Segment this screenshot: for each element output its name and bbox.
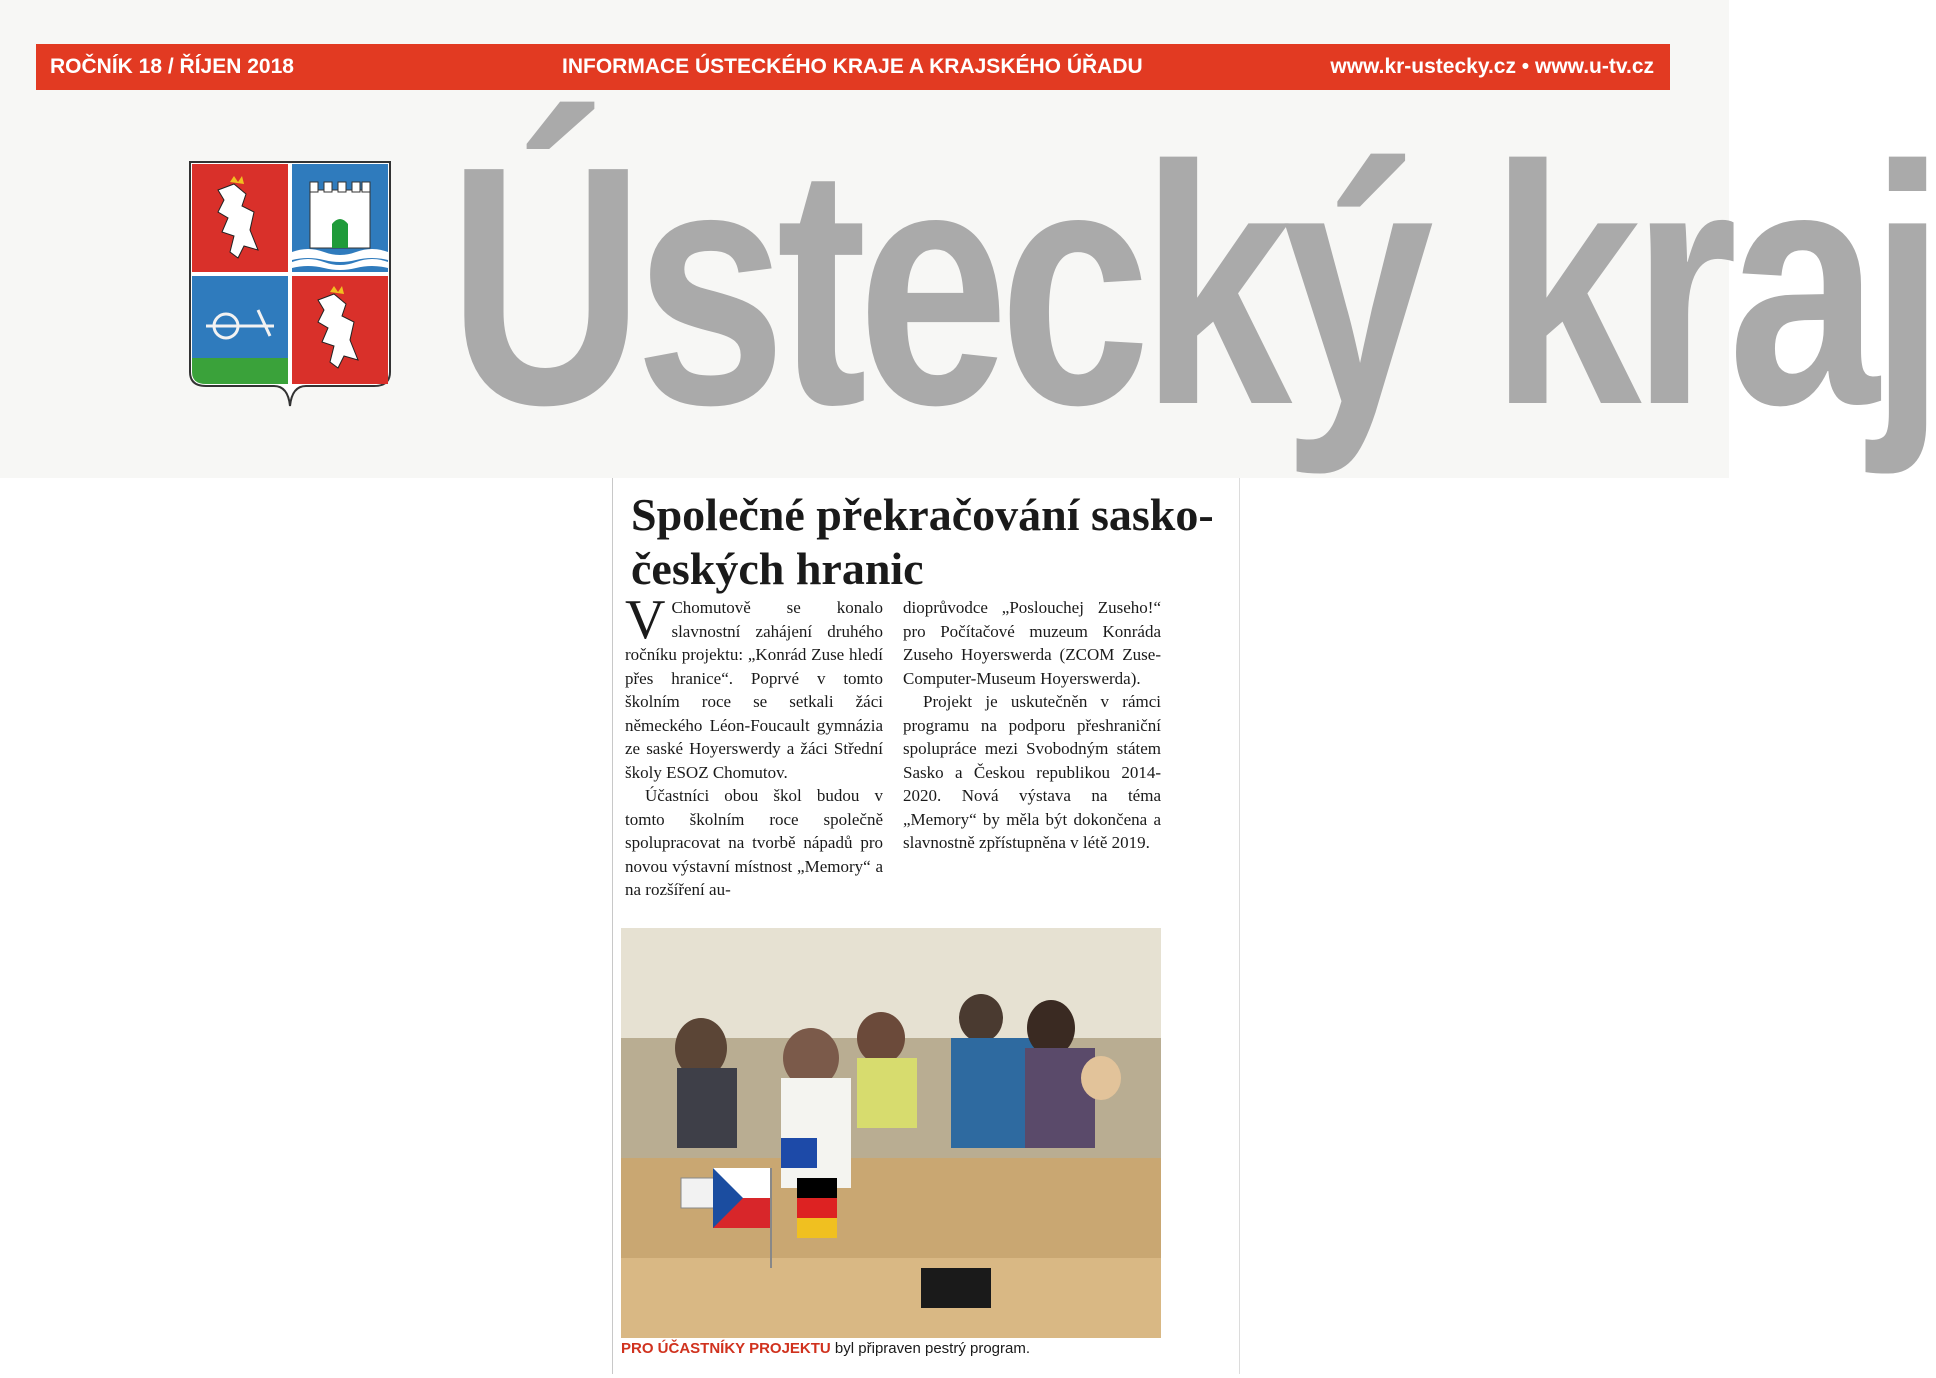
article-paragraph-1: Chomutově se konalo slavnostní zahájení druhého ročníku projektu: „Konrád Zuse hledí přes hranice“. Poprvé v tomto školním roce se setkali žáci německého Léon-Foucault gymnázia ze saské Hoyerswerdy a žáci Střední školy ESOZ Chomutov. bbox=[625, 598, 883, 782]
photo-caption bbox=[621, 1340, 1181, 1357]
article-column-left bbox=[625, 589, 883, 902]
header-bar bbox=[36, 44, 1670, 90]
article-clipping bbox=[612, 478, 1240, 1374]
article-paragraph-2: Účastníci obou škol budou v tomto školním roce společně spolupracovat na tvorbě nápadů pro novou výstavní místnost „Memory“ a na rozšíření au- bbox=[625, 786, 883, 899]
tagline: INFORMACE ÚSTECKÉHO KRAJE A KRAJSKÉHO ÚŘADU bbox=[562, 55, 1143, 78]
dropcap: V bbox=[625, 589, 666, 651]
issue-label: ROČNÍK 18 / ŘÍJEN 2018 bbox=[50, 55, 294, 78]
article-paragraph-3: Projekt je uskutečněn v rámci programu na podporu přeshraniční spolupráce mezi Svobodným státem Sasko a Českou republikou 2014-2020. Nová výstava na téma „Memory“ by měla být dokončena a slavnostně zpřístupněna v létě 2019. bbox=[903, 692, 1161, 852]
caption-lead: PRO ÚČASTNÍKY PROJEKTU bbox=[621, 1340, 831, 1357]
website-links: www.kr-ustecky.cz • www.u-tv.cz bbox=[1330, 55, 1654, 78]
caption-text: byl připraven pestrý program. bbox=[830, 1340, 1031, 1357]
article-photo bbox=[621, 928, 1161, 1338]
article-paragraph-2-cont: dioprůvodce „Poslouchej Zuseho!“ pro Počítačové muzeum Konráda Zuseho Hoyerswerda (ZCOM Zuse-Computer-Museum Hoyerswerda). bbox=[903, 598, 1161, 688]
article-headline: Společné překračování sasko-českých hranic bbox=[631, 489, 1214, 594]
article-column-right bbox=[903, 596, 1161, 855]
coat-of-arms-icon bbox=[188, 160, 392, 412]
masthead-title: Ústecký kraj bbox=[448, 96, 1936, 476]
